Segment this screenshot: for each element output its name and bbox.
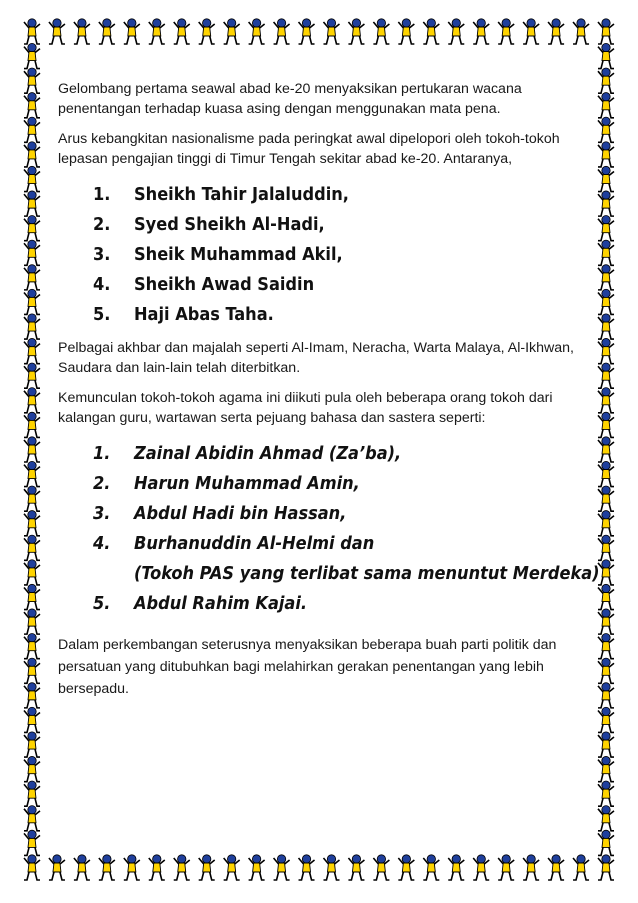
stick-figure-icon (24, 388, 40, 413)
stick-figure-icon (149, 855, 165, 880)
list-item-note: (Tokoh PAS yang terlibat sama menuntut Merdeka) (134, 563, 600, 584)
stick-figure-icon (49, 855, 65, 880)
stick-figure-icon (323, 855, 339, 880)
stick-figure-icon (74, 19, 90, 44)
stick-figure-icon (224, 19, 240, 44)
stick-figure-icon (598, 756, 614, 781)
stick-figure-icon (224, 855, 240, 880)
stick-figure-icon (423, 855, 439, 880)
stick-figure-icon (24, 265, 40, 290)
stick-figure-icon (598, 855, 614, 880)
stick-figure-icon (24, 461, 40, 486)
stick-figure-icon (24, 855, 40, 880)
paragraph-figures-intro: Kemunculan tokoh-tokoh agama ini diikuti pula oleh beberapa orang tokoh dari kalangan guru, wartawan serta pejuang bahasa dan sastera seperti: (58, 390, 553, 426)
stick-figure-icon (299, 19, 315, 44)
list-item: 3. Sheik Muhammad Akil, (93, 244, 343, 265)
stick-figure-icon (598, 166, 614, 191)
stick-figure-icon (348, 19, 364, 44)
stick-figure-icon (24, 363, 40, 388)
stick-figure-icon (598, 609, 614, 634)
stick-figure-icon (99, 19, 115, 44)
stick-figure-icon (24, 683, 40, 708)
stick-figure-icon (598, 68, 614, 93)
stick-figure-icon (24, 511, 40, 536)
stick-figure-icon (598, 191, 614, 216)
stick-figure-icon (24, 338, 40, 363)
paragraph-publications: Pelbagai akhbar dan majalah seperti Al-Imam, Neracha, Warta Malaya, Al-Ikhwan, Saudara dan lain-lain telah diterbitkan. (58, 340, 574, 376)
stick-figure-icon (573, 855, 589, 880)
list-item: 5. Abdul Rahim Kajai. (93, 593, 308, 614)
stick-figure-icon (398, 855, 414, 880)
list-item: 2. Syed Sheikh Al-Hadi, (93, 214, 325, 235)
paragraph-nationalism: Arus kebangkitan nasionalisme pada peringkat awal dipelopori oleh tokoh-tokoh lepasan pengajian tinggi di Timur Tengah sekitar abad ke-20. Antaranya, (58, 131, 560, 167)
stick-figure-icon (24, 437, 40, 462)
stick-figure-icon (124, 855, 140, 880)
stick-figure-icon (598, 216, 614, 241)
list-item: 3. Abdul Hadi bin Hassan, (93, 503, 347, 524)
stick-figure-icon (598, 584, 614, 609)
stick-figure-icon (598, 560, 614, 585)
stick-figure-icon (99, 855, 115, 880)
stick-figure-icon (498, 19, 514, 44)
stick-figure-icon (598, 388, 614, 413)
stick-figure-icon (598, 363, 614, 388)
stick-figure-icon (598, 658, 614, 683)
stick-figure-icon (24, 289, 40, 314)
stick-figure-icon (523, 855, 539, 880)
stick-figure-icon (348, 855, 364, 880)
stick-figure-icon (24, 166, 40, 191)
stick-figure-icon (24, 68, 40, 93)
stick-figure-icon (373, 855, 389, 880)
stick-figure-icon (598, 117, 614, 142)
stick-figure-icon (498, 855, 514, 880)
stick-figure-icon (274, 19, 290, 44)
stick-figure-icon (598, 486, 614, 511)
stick-figure-icon (598, 265, 614, 290)
stick-figure-icon (24, 216, 40, 241)
stick-figure-icon (448, 855, 464, 880)
list-item: 1. Sheikh Tahir Jalaluddin, (93, 184, 349, 205)
stick-figure-icon (24, 584, 40, 609)
stick-figure-icon (598, 437, 614, 462)
list-item: 1. Zainal Abidin Ahmad (Za’ba), (93, 443, 402, 464)
stick-figure-icon (548, 19, 564, 44)
stick-figure-icon (598, 707, 614, 732)
stick-figure-icon (24, 830, 40, 855)
stick-figure-icon (598, 511, 614, 536)
stick-figure-icon (24, 756, 40, 781)
stick-figure-icon (199, 19, 215, 44)
stick-figure-icon (598, 461, 614, 486)
stick-figure-icon (24, 707, 40, 732)
stick-figure-icon (149, 19, 165, 44)
stick-figure-icon (598, 412, 614, 437)
stick-figure-icon (24, 781, 40, 806)
paragraph-intro: Gelombang pertama seawal abad ke-20 menyaksikan pertukaran wacana penentangan terhadap kuasa asing dengan menggunakan mata pena. (58, 81, 522, 117)
intellectual-figures-list (58, 439, 600, 619)
stick-figure-icon (124, 19, 140, 44)
stick-figure-icon (24, 658, 40, 683)
stick-figure-icon (74, 855, 90, 880)
religious-figures-list (58, 180, 578, 330)
stick-figure-icon (598, 142, 614, 167)
stick-figure-icon (598, 43, 614, 68)
stick-figure-icon (598, 806, 614, 831)
stick-figure-icon (24, 43, 40, 68)
stick-figure-icon (299, 855, 315, 880)
stick-figure-icon (174, 855, 190, 880)
stick-figure-icon (49, 19, 65, 44)
stick-figure-icon (24, 634, 40, 659)
stick-figure-icon (548, 855, 564, 880)
stick-figure-icon (598, 781, 614, 806)
stick-figure-icon (473, 855, 489, 880)
stick-figure-icon (24, 732, 40, 757)
stick-figure-icon (598, 535, 614, 560)
stick-figure-icon (24, 19, 40, 44)
stick-figure-icon (249, 855, 265, 880)
stick-figure-icon (598, 93, 614, 118)
stick-figure-icon (598, 732, 614, 757)
stick-figure-icon (24, 486, 40, 511)
list-item: 4. Sheikh Awad Saidin (93, 274, 315, 295)
stick-figure-icon (323, 19, 339, 44)
stick-figure-icon (398, 19, 414, 44)
paragraph-conclusion: Dalam perkembangan seterusnya menyaksikan beberapa buah parti politik dan persatuan yang ditubuhkan bagi melahirkan gerakan penentangan yang lebih bersepadu. (58, 637, 557, 697)
stick-figure-icon (598, 634, 614, 659)
stick-figure-icon (174, 19, 190, 44)
stick-figure-icon (24, 117, 40, 142)
stick-figure-icon (598, 830, 614, 855)
stick-figure-icon (24, 191, 40, 216)
stick-figure-icon (598, 683, 614, 708)
stick-figure-icon (24, 142, 40, 167)
stick-figure-icon (448, 19, 464, 44)
stick-figure-icon (24, 609, 40, 634)
stick-figure-icon (598, 314, 614, 339)
list-item: 5. Haji Abas Taha. (93, 304, 274, 325)
stick-figure-icon (473, 19, 489, 44)
stick-figure-icon (24, 806, 40, 831)
document-body (58, 80, 600, 711)
stick-figure-icon (24, 560, 40, 585)
stick-figure-icon (199, 855, 215, 880)
stick-figure-icon (373, 19, 389, 44)
stick-figure-icon (598, 289, 614, 314)
stick-figure-icon (573, 19, 589, 44)
stick-figure-icon (274, 855, 290, 880)
stick-figure-icon (24, 535, 40, 560)
stick-figure-icon (423, 19, 439, 44)
stick-figure-icon (598, 19, 614, 44)
stick-figure-icon (24, 314, 40, 339)
stick-figure-icon (24, 93, 40, 118)
stick-figure-icon (598, 338, 614, 363)
list-item: 4. Burhanuddin Al-Helmi dan (93, 533, 375, 554)
stick-figure-icon (598, 240, 614, 265)
stick-figure-icon (249, 19, 265, 44)
stick-figure-icon (523, 19, 539, 44)
stick-figure-icon (24, 412, 40, 437)
list-item: 2. Harun Muhammad Amin, (93, 473, 360, 494)
stick-figure-icon (24, 240, 40, 265)
